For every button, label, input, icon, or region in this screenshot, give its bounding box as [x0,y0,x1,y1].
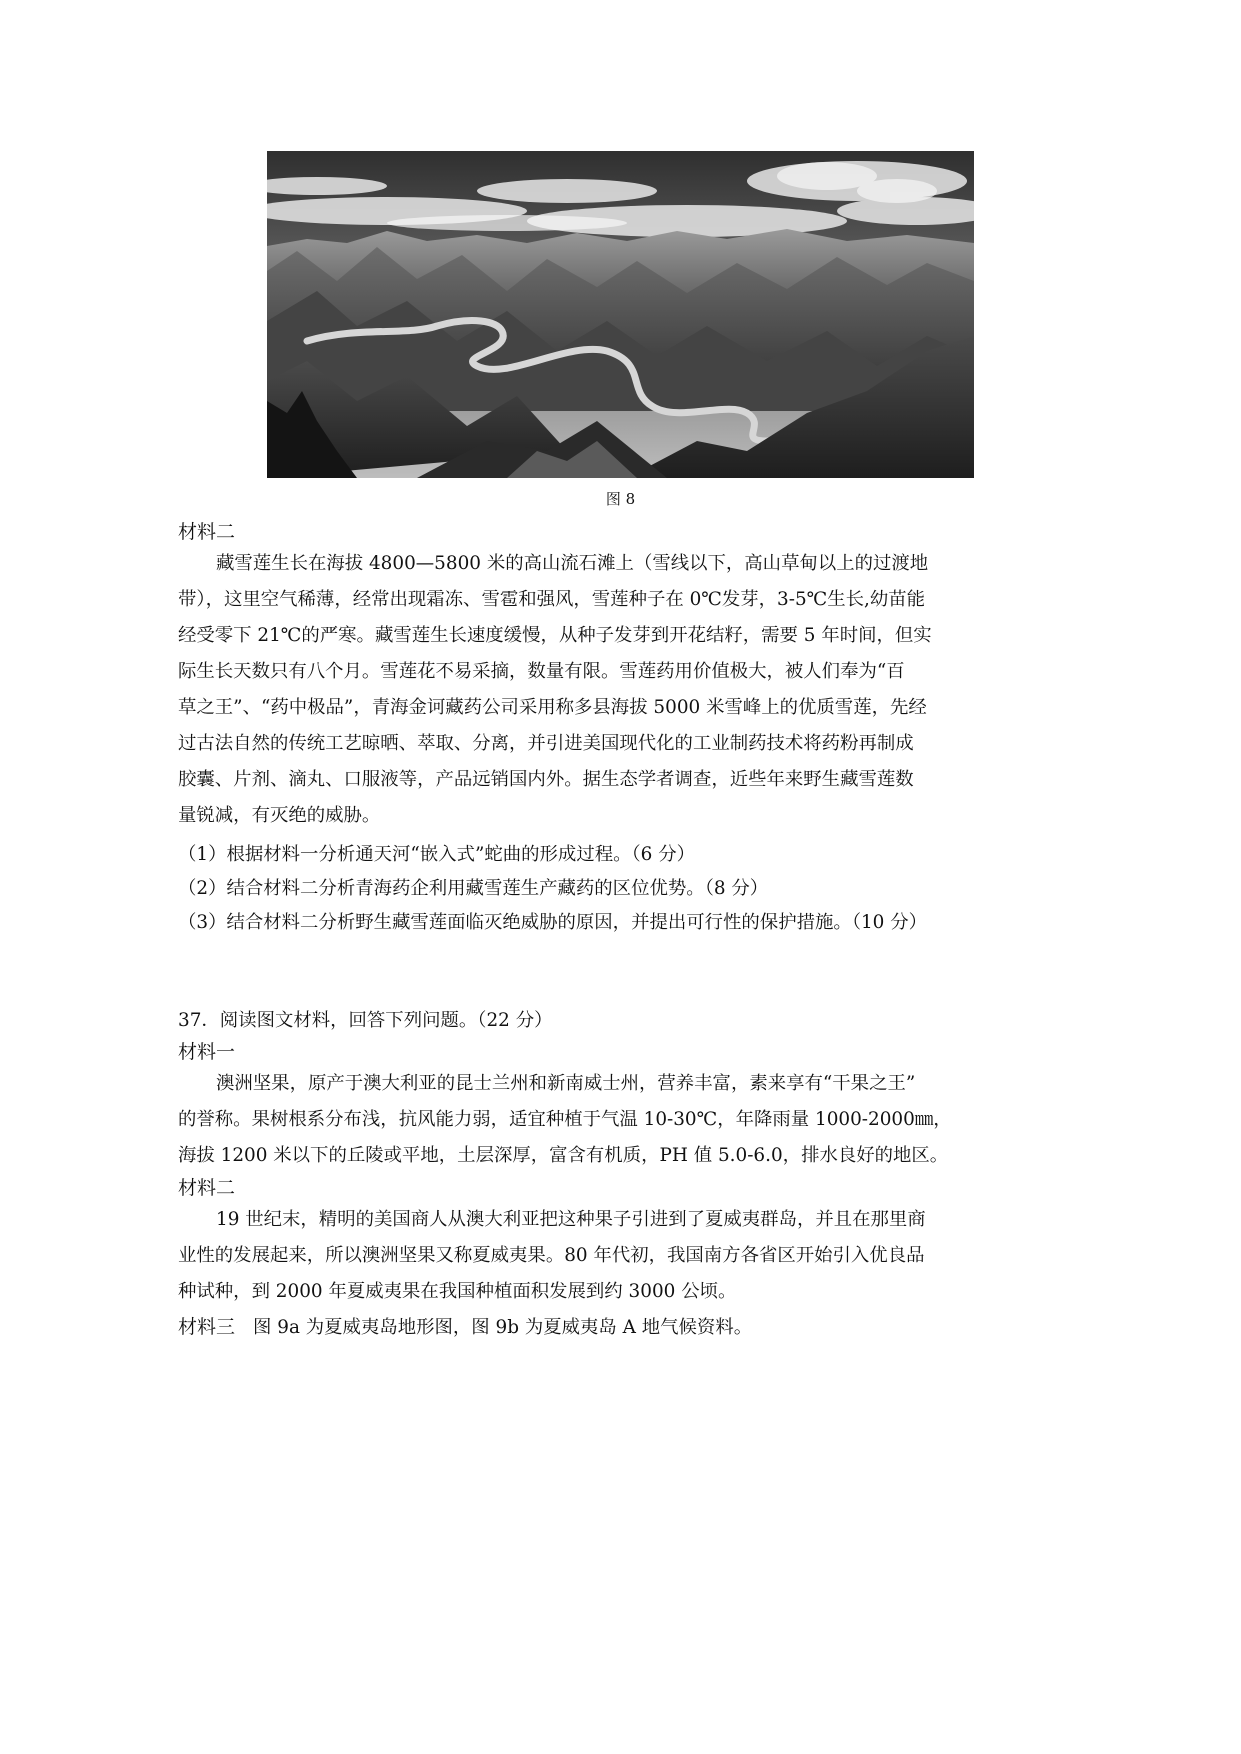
question-36-subquestions [178,838,1058,940]
q37-material-1-heading: 材料一 [178,1041,236,1063]
text-line: 际生长天数只有八个月。雪莲花不易采摘，数量有限。雪莲药用价值极大，被人们奉为“百 [178,661,905,682]
material-2-section [178,518,1058,834]
question-37 [178,1004,1058,1346]
sub-question-1: （1）根据材料一分析通天河“嵌入式”蛇曲的形成过程。（6 分） [178,844,696,865]
text-line: 藏雪莲生长在海拔 4800—5800 米的高山流石滩上（雪线以下，高山草甸以上的过渡地 [216,553,929,574]
figure-8-photo [267,151,974,478]
q37-material-2-heading: 材料二 [178,1177,236,1199]
material-2-paragraph [178,546,1058,834]
text-line: 经受零下 21℃的严寒。藏雪莲生长速度缓慢，从种子发芽到开花结籽，需要 5 年时间，但实 [178,625,932,646]
text-line: 量锐减，有灭绝的威胁。 [178,805,381,826]
question-37-title: 37．阅读图文材料，回答下列问题。（22 分） [178,1010,553,1031]
text-line: 带），这里空气稀薄，经常出现霜冻、雪雹和强风，雪莲种子在 0℃发芽，3-5℃生长,幼苗能 [178,589,926,610]
text-line: 种试种，到 2000 年夏威夷果在我国种植面积发展到约 3000 公顷。 [178,1281,737,1302]
text-line: 过古法自然的传统工艺晾晒、萃取、分离，并引进美国现代化的工业制药技术将药粉再制成 [178,733,914,754]
text-line: 草之王”、“药中极品”，青海金诃藏药公司采用称多县海拔 5000 米雪峰上的优质雪莲，先经 [178,697,927,718]
material-2-heading: 材料二 [178,521,236,543]
text-line: 海拔 1200 米以下的丘陵或平地，土层深厚，富含有机质，PH 值 5.0-6.0，排水良好的地区。 [178,1145,949,1166]
q37-material-2-paragraph [178,1202,1058,1310]
text-line: 19 世纪末，精明的美国商人从澳大利亚把这种果子引进到了夏威夷群岛，并且在那里商 [216,1209,926,1230]
text-line: 的誉称。果树根系分布浅，抗风能力弱，适宜种植于气温 10-30℃，年降雨量 1000-2000㎜， [178,1109,952,1130]
text-line: 胶囊、片剂、滴丸、口服液等，产品远销国内外。据生态学者调查，近些年来野生藏雪莲数 [178,769,914,790]
sub-question-3: （3）结合材料二分析野生藏雪莲面临灭绝威胁的原因，并提出可行性的保护措施。（10 分） [178,912,927,933]
q37-material-3-heading: 材料三 [178,1316,236,1338]
q37-material-3 [178,1310,1058,1346]
sub-question-2: （2）结合材料二分析青海药企利用藏雪莲生产藏药的区位优势。（8 分） [178,878,769,899]
text-line: 澳洲坚果，原产于澳大利亚的昆士兰州和新南威士州，营养丰富，素来享有“干果之王” [216,1073,916,1094]
text-line: 业性的发展起来，所以澳洲坚果又称夏威夷果。80 年代初，我国南方各省区开始引入优良品 [178,1245,925,1266]
figure-8-caption: 图 8 [605,490,636,508]
q37-material-3-text: 图 9a 为夏威夷岛地形图，图 9b 为夏威夷岛 A 地气候资料。 [253,1317,753,1338]
q37-material-1-paragraph [178,1066,1058,1174]
